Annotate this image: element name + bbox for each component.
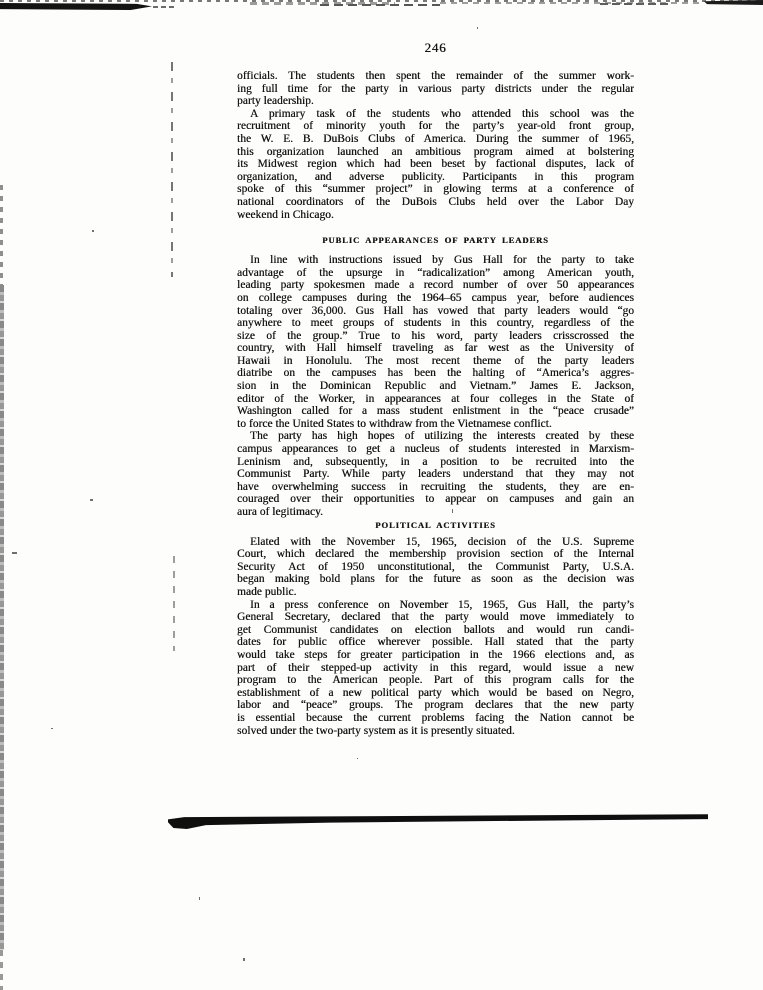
scan-mark-top-right-dashes	[600, 3, 670, 5]
scan-mark-top-dotted-line	[0, 0, 763, 2]
text-line: A primary task of the students who attended this school was the	[250, 107, 634, 120]
text-line: began making bold plans for the future as soon as the decision was	[237, 573, 634, 586]
scan-mark-top-right-streak	[440, 2, 700, 4]
text-line: Washington called for a mass student enlistment in the “peace crusade”	[237, 405, 634, 418]
paragraph	[237, 108, 634, 221]
text-line: editor of the Worker, in appearances at four colleges in the State of	[237, 392, 634, 405]
text-line: The party has high hopes of utilizing the interests created by these	[250, 430, 634, 443]
scan-mark-top-left-tail	[153, 6, 175, 8]
scan-mark-bottom-divider-bar	[168, 813, 708, 829]
scan-mark-top-mid-dashes	[320, 4, 440, 6]
scan-mark-left-edge-streak	[0, 285, 4, 950]
paragraph	[237, 536, 634, 599]
text-line: program to the American people. Part of this program calls for the	[237, 674, 634, 687]
text-line: Elated with the November 15, 1965, decision of the U.S. Supreme	[250, 535, 634, 548]
text-line: officials. The students then spent the remainder of the summer work-	[237, 70, 634, 82]
text-line: Communist Party. While party leaders understand that they may not	[237, 468, 634, 481]
paragraph	[237, 70, 634, 108]
paragraph	[237, 254, 634, 430]
text-line: get Communist candidates on election ballots and would run candi-	[237, 623, 634, 636]
text-line: size of the group.” True to his word, party leaders crisscrossed the	[237, 329, 634, 342]
text-line: sion in the Dominican Republic and Vietnam.” James E. Jackson,	[237, 380, 634, 393]
scan-speck	[90, 499, 93, 501]
text-line: In line with instructions issued by Gus Hall for the party to take	[250, 254, 634, 267]
text-line: ing full time for the party in various party districts under the regular	[237, 82, 634, 95]
text-line: spoke of this “summer project” in glowing terms at a conference of	[237, 183, 634, 196]
text-line: recruitment of minority youth for the party’s year-old front group,	[237, 120, 634, 133]
text-line: solved under the two-party system as it is presently situated.	[237, 724, 515, 737]
text-line: labor and “peace” groups. The program declares that the new party	[237, 699, 634, 712]
text-line: organization, and adverse publicity. Participants in this program	[237, 170, 634, 183]
text-line: this organization launched an ambitious program aimed at bolstering	[237, 145, 634, 158]
page-number: 246	[424, 40, 447, 55]
scan-speck	[92, 230, 94, 232]
text-line: In a press conference on November 15, 1965, Gus Hall, the party’s	[250, 598, 634, 611]
scan-speck	[199, 897, 200, 900]
paragraph	[237, 599, 634, 738]
text-line: campus appearances to get a nucleus of students interested in Marxism-	[237, 443, 634, 456]
text-line: part of their stepped-up activity in this regard, would issue a new	[237, 661, 634, 674]
scan-speck	[12, 552, 17, 554]
text-line: to force the United States to withdraw from the Vietnamese conflict.	[237, 417, 552, 430]
scan-mark-margin-dashes-lower	[173, 556, 175, 651]
section-heading: POLITICAL ACTIVITIES	[375, 519, 496, 530]
scan-speck	[477, 27, 478, 29]
text-line: its Midwest region which had been beset by factional disputes, lack of	[237, 158, 634, 171]
scan-mark-margin-dashes-upper	[171, 62, 173, 277]
text-line: national coordinators of the DuBois Clubs held over the Labor Day	[237, 195, 634, 208]
scan-mark-top-right-bar	[704, 0, 763, 5]
scan-speck	[357, 758, 358, 759]
paragraph	[237, 430, 634, 518]
text-line: would take steps for greater participation in the 1966 elections and, as	[237, 648, 634, 661]
text-line: Leninism and, subsequently, in a position to be recruited into the	[237, 455, 634, 468]
text-line: is essential because the current problems facing the Nation cannot be	[237, 711, 634, 724]
text-line: Hawaii in Honolulu. The most recent theme of the party leaders	[237, 354, 634, 367]
text-line: aura of legitimacy.	[237, 506, 323, 518]
scan-speck	[51, 728, 53, 729]
section-heading: PUBLIC APPEARANCES OF PARTY LEADERS	[322, 235, 549, 246]
scan-mark-left-edge-streak-upper	[0, 185, 3, 285]
text-line: advantage of the upsurge in “radicalization” among American youth,	[237, 266, 634, 279]
scan-speck	[243, 958, 245, 961]
text-line: the W. E. B. DuBois Clubs of America. During the summer of 1965,	[237, 132, 634, 145]
text-line: Court, which declared the membership provision section of the Internal	[237, 548, 634, 561]
text-line: made public.	[237, 585, 297, 598]
text-line: establishment of a new political party which would be based on Negro,	[237, 686, 634, 699]
text-line: weekend in Chicago.	[237, 208, 334, 221]
text-line: on college campuses during the 1964–65 campus year, before audiences	[237, 291, 634, 304]
text-line: party leadership.	[237, 95, 314, 108]
text-line: country, with Hall himself traveling as far west as the University of	[237, 342, 634, 355]
text-column	[237, 70, 634, 737]
scan-mark-left-edge-streak-tail	[0, 950, 3, 990]
text-line: leading party spokesmen made a record number of over 50 appearances	[237, 279, 634, 292]
text-line: Security Act of 1950 unconstitutional, the Communist Party, U.S.A.	[237, 560, 634, 573]
text-line: couraged over their opportunities to appear on campuses and gain an	[237, 493, 634, 506]
text-line: diatribe on the campuses has been the halting of “America’s aggres-	[237, 367, 634, 380]
text-line: dates for public office wherever possible. Hall stated that the party	[237, 636, 634, 649]
text-line: have overwhelming success in recruiting the students, they are en-	[237, 480, 634, 493]
scan-mark-top-mid-streak	[250, 2, 395, 5]
text-line: General Secretary, declared that the party would move immediately to	[237, 611, 634, 624]
text-line: totaling over 36,000. Gus Hall has vowed that party leaders would “go	[237, 304, 634, 317]
scan-mark-top-left-bar	[0, 3, 152, 10]
text-line: anywhere to meet groups of students in this country, regardless of the	[237, 317, 634, 330]
